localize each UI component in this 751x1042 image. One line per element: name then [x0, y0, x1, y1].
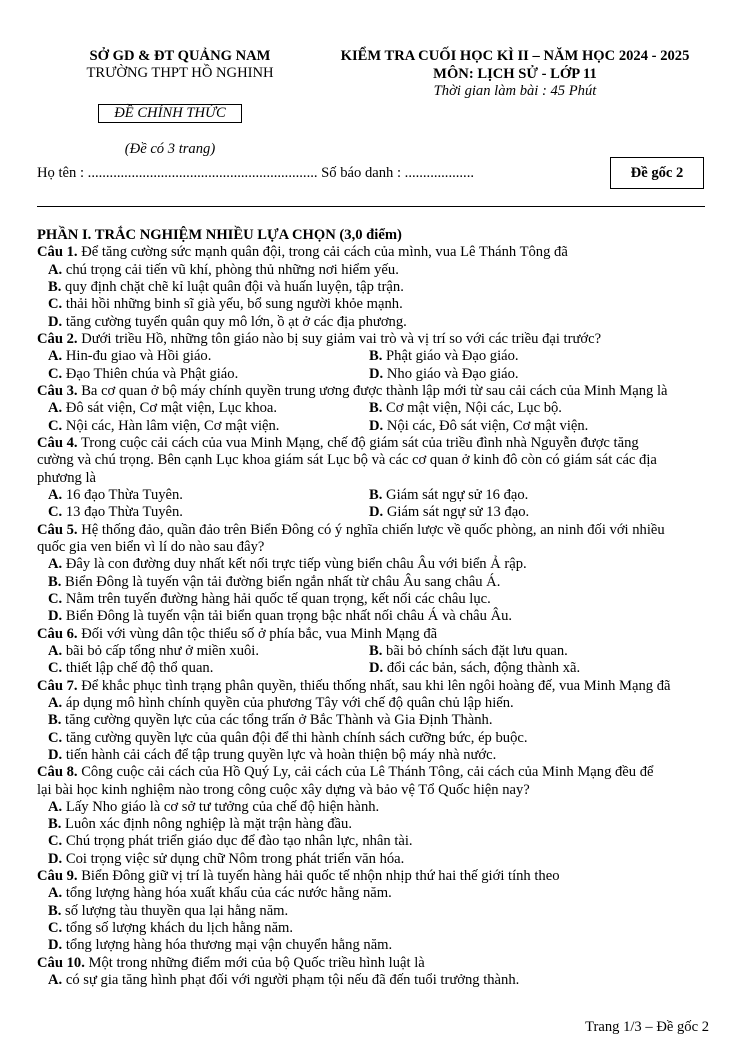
option-text: Đạo Thiên chúa và Phật giáo. — [65, 365, 239, 382]
question-number: Câu 9. — [37, 868, 78, 885]
option-letter: B. — [48, 573, 62, 590]
question-stem-line — [37, 522, 712, 539]
right-header — [300, 48, 730, 101]
answer-option — [48, 937, 392, 953]
option-text: Luôn xác định nông nghiệp là mặt trận hàng đầu. — [65, 816, 352, 833]
question-number: Câu 1. — [37, 244, 78, 261]
question-stem-text: cường và chú trọng. Bên cạnh Lục khoa giám sát Lục bộ và các cơ quan ở kinh đô còn có giám sát các địa — [37, 452, 657, 469]
page-footer: Trang 1/3 – Đề gốc 2 — [585, 1019, 709, 1035]
section-title: PHẦN I. TRẮC NGHIỆM NHIỀU LỰA CHỌN (3,0 điểm) — [37, 227, 402, 243]
option-text: Phật giáo và Đạo giáo. — [386, 348, 519, 365]
option-text: Giám sát ngự sử 13 đạo. — [386, 504, 530, 521]
answer-option — [48, 851, 404, 867]
option-letter: B. — [369, 642, 383, 659]
answer-option — [369, 418, 588, 435]
option-letter: D. — [369, 417, 384, 434]
option-letter: A. — [48, 556, 63, 573]
option-letter: D. — [48, 937, 63, 954]
answer-option — [48, 487, 183, 504]
option-letter: A. — [48, 642, 63, 659]
question-stem-line — [37, 470, 712, 487]
answer-option — [48, 903, 288, 919]
option-row — [37, 314, 712, 331]
option-row — [37, 487, 712, 504]
option-text: Nội các, Đô sát viện, Cơ mật viện. — [386, 417, 589, 434]
option-letter: C. — [48, 660, 63, 677]
answer-option — [48, 816, 352, 832]
answer-option — [48, 695, 514, 711]
option-letter: B. — [369, 400, 383, 417]
question-stem-text: Một trong những điểm mới của bộ Quốc triều hình luật là — [88, 954, 425, 971]
question-stem-text: Hệ thống đảo, quần đảo trên Biển Đông có ý nghĩa chiến lược về quốc phòng, an ninh đối với nhiều — [81, 521, 665, 538]
option-row — [37, 262, 712, 279]
official-label: ĐỀ CHÍNH THỨC — [98, 104, 242, 123]
question-stem-text: Biển Đông giữ vị trí là tuyến hàng hải quốc tế nhộn nhịp thứ hai thế giới tính theo — [81, 868, 560, 885]
option-letter: C. — [48, 417, 63, 434]
option-text: Đây là con đường duy nhất kết nối trực tiếp vùng biển châu Âu với biển Ả rập. — [65, 556, 527, 573]
option-row — [37, 296, 712, 313]
option-letter: D. — [369, 660, 384, 677]
option-letter: A. — [48, 400, 63, 417]
exam-code: Đề gốc 2 — [610, 157, 704, 189]
option-letter: B. — [48, 902, 62, 919]
option-letter: B. — [369, 348, 383, 365]
option-letter: C. — [48, 504, 63, 521]
option-letter: B. — [48, 278, 62, 295]
answer-option — [48, 799, 379, 815]
answer-option — [48, 591, 491, 607]
question-stem-line — [37, 435, 712, 452]
answer-option — [48, 348, 211, 365]
option-letter: D. — [48, 746, 63, 763]
question-stem-line — [37, 539, 712, 556]
option-row — [37, 747, 712, 764]
answer-option — [48, 556, 527, 572]
option-letter: A. — [48, 885, 63, 902]
question-number: Câu 4. — [37, 434, 78, 451]
question-stem-text: phương là — [37, 469, 96, 486]
option-letter: B. — [48, 712, 62, 729]
answer-option — [369, 504, 529, 521]
answer-option — [48, 712, 493, 728]
option-letter: D. — [369, 504, 384, 521]
option-text: Chú trọng phát triển giáo dục để đào tạo nhân lực, nhân tài. — [65, 833, 413, 850]
subject: MÔN: LỊCH SỬ - LỚP 11 — [433, 65, 597, 82]
question-stem-line — [37, 244, 712, 261]
question-stem-line — [37, 452, 712, 469]
option-text: thải hồi những binh sĩ già yếu, bổ sung người khỏe mạnh. — [65, 296, 403, 313]
answer-option — [48, 660, 213, 677]
option-text: tăng cường quyền lực của các tổng trấn ở Bắc Thành và Gia Định Thành. — [65, 712, 493, 729]
option-letter: D. — [369, 365, 384, 382]
question-number: Câu 3. — [37, 382, 78, 399]
divider — [37, 206, 705, 207]
option-letter: B. — [48, 816, 62, 833]
question-number: Câu 7. — [37, 677, 78, 694]
question-number: Câu 8. — [37, 764, 78, 781]
question-stem-text: quốc gia ven biển vì lí do nào sau đây? — [37, 538, 265, 555]
option-text: tổng số lượng khách du lịch hằng năm. — [65, 920, 294, 937]
exam-title: KIỂM TRA CUỐI HỌC KÌ II – NĂM HỌC 2024 - 2025 — [340, 48, 690, 64]
option-text: Giám sát ngự sử 16 đạo. — [386, 486, 529, 503]
question-stem-line — [37, 782, 712, 799]
option-row — [37, 816, 712, 833]
answer-option — [369, 487, 528, 504]
option-text: chú trọng cải tiến vũ khí, phòng thủ những nơi hiểm yếu. — [65, 261, 399, 278]
option-text: Coi trọng việc sử dụng chữ Nôm trong phát triển văn hóa. — [65, 850, 405, 867]
option-row — [37, 643, 712, 660]
question-stem-line — [37, 868, 712, 885]
option-text: đổi các bản, sách, động thành xã. — [386, 660, 581, 677]
answer-option — [48, 833, 413, 849]
option-letter: C. — [48, 833, 63, 850]
option-row — [37, 400, 712, 417]
option-text: số lượng tàu thuyền qua lại hằng năm. — [65, 902, 289, 919]
duration: Thời gian làm bài : 45 Phút — [433, 83, 597, 99]
question-stem-text: Để tăng cường sức mạnh quân đội, trong cải cách của mình, vua Lê Thánh Tông đã — [81, 244, 568, 261]
option-row — [37, 279, 712, 296]
left-header — [40, 48, 320, 82]
question — [37, 331, 712, 383]
option-text: 16 đạo Thừa Tuyên. — [65, 486, 183, 503]
option-text: Nằm trên tuyến đường hàng hải quốc tế quan trọng, kết nối các châu lục. — [65, 590, 491, 607]
question-stem-text: Trong cuộc cải cách của vua Minh Mạng, chế độ giám sát của triều đình nhà Nguyễn được tăng — [80, 434, 639, 451]
page-count-note: (Đề có 3 trang) — [124, 141, 216, 157]
option-text: Hin-đu giao và Hồi giáo. — [65, 348, 212, 365]
option-row — [37, 937, 712, 954]
option-row — [37, 608, 712, 625]
answer-option — [48, 504, 183, 521]
option-text: thiết lập chế độ thổ quan. — [65, 660, 214, 677]
option-row — [37, 660, 712, 677]
question-stem-line — [37, 383, 712, 400]
answer-option — [48, 747, 496, 763]
question-stem-line — [37, 764, 712, 781]
option-row — [37, 695, 712, 712]
answer-option — [48, 366, 238, 383]
question — [37, 626, 712, 678]
option-row — [37, 504, 712, 521]
option-row — [37, 418, 712, 435]
option-row — [37, 903, 712, 920]
option-letter: A. — [48, 972, 63, 989]
question-number: Câu 2. — [37, 330, 78, 347]
option-letter: A. — [48, 694, 63, 711]
question — [37, 678, 712, 765]
answer-option — [48, 608, 512, 624]
question-list — [37, 244, 712, 989]
option-text: áp dụng mô hình chính quyền của phương Tây với chế độ quân chủ lập hiến. — [65, 694, 514, 711]
option-text: quy định chặt chẽ kỉ luật quân đội và huấn luyện, tập trận. — [65, 278, 404, 295]
option-row — [37, 885, 712, 902]
option-text: Lấy Nho giáo là cơ sở tư tưởng của chế độ hiện hành. — [65, 798, 380, 815]
answer-option — [369, 660, 580, 677]
question-number: Câu 6. — [37, 625, 78, 642]
option-letter: C. — [48, 590, 63, 607]
option-row — [37, 591, 712, 608]
answer-option — [48, 643, 259, 660]
option-letter: D. — [48, 608, 63, 625]
answer-option — [369, 643, 568, 660]
option-letter: C. — [48, 296, 63, 313]
option-row — [37, 348, 712, 365]
option-letter: B. — [369, 486, 383, 503]
question-stem-line — [37, 955, 712, 972]
option-row — [37, 574, 712, 591]
question-number: Câu 5. — [37, 521, 78, 538]
option-letter: D. — [48, 313, 63, 330]
question-stem-text: Đối với vùng dân tộc thiểu số ở phía bắc, vua Minh Mạng đã — [81, 625, 438, 642]
question — [37, 383, 712, 435]
option-letter: C. — [48, 365, 63, 382]
option-text: tăng cường quyền lực của quân đội để thi hành chính sách cưỡng bức, ép buộc. — [65, 729, 528, 746]
question-number: Câu 10. — [37, 954, 85, 971]
option-row — [37, 712, 712, 729]
option-row — [37, 366, 712, 383]
option-text: Cơ mật viện, Nội các, Lục bộ. — [386, 400, 562, 417]
question-stem-text: Ba cơ quan ở bộ máy chính quyền trung ương được thành lập mới từ sau cải cách của Minh Mạng là — [81, 382, 668, 399]
answer-option — [48, 418, 279, 435]
option-row — [37, 730, 712, 747]
question — [37, 522, 712, 626]
option-row — [37, 851, 712, 868]
answer-option — [48, 920, 293, 936]
question — [37, 868, 712, 955]
option-text: tăng cường tuyển quân quy mô lớn, ồ ạt ở các địa phương. — [65, 313, 407, 330]
question-stem-line — [37, 626, 712, 643]
option-letter: A. — [48, 486, 63, 503]
question-stem-text: Để khắc phục tình trạng phân quyền, thiếu thống nhất, sau khi lên ngôi hoàng đế, vua Minh Mạng đã — [81, 677, 671, 694]
option-letter: A. — [48, 798, 63, 815]
question-stem-line — [37, 678, 712, 695]
option-row — [37, 556, 712, 573]
answer-option — [48, 279, 404, 295]
answer-option — [369, 348, 519, 365]
school-name: TRƯỜNG THPT HỒ NGHINH — [86, 65, 274, 81]
question-stem-text: Dưới triều Hồ, những tôn giáo nào bị suy giảm vai trò và vị trí so với các triều đại trước? — [81, 330, 602, 347]
option-text: tổng lượng hàng hóa xuất khẩu của các nước hằng năm. — [65, 885, 392, 902]
answer-option — [48, 885, 392, 901]
option-letter: C. — [48, 729, 63, 746]
option-text: có sự gia tăng hình phạt đối với người phạm tội nếu đã đến tuổi trưởng thành. — [65, 972, 520, 989]
option-text: Nho giáo và Đạo giáo. — [386, 365, 519, 382]
option-text: Biển Đông là tuyến vận tải đường biển ngắn nhất từ châu Âu sang châu Á. — [65, 573, 501, 590]
answer-option — [48, 574, 500, 590]
answer-option — [369, 366, 519, 383]
department-name: SỞ GD & ĐT QUẢNG NAM — [89, 48, 271, 64]
option-letter: D. — [48, 850, 63, 867]
answer-option — [48, 314, 407, 330]
option-text: bãi bỏ chính sách đặt lưu quan. — [386, 642, 568, 659]
answer-option — [48, 972, 519, 988]
option-text: tổng lượng hàng hóa thương mại vận chuyển hằng năm. — [65, 937, 393, 954]
option-letter: C. — [48, 920, 63, 937]
option-text: Nội các, Hàn lâm viện, Cơ mật viện. — [65, 417, 280, 434]
option-text: Biển Đông là tuyến vận tải biển quan trọng bậc nhất nối châu Á và châu Âu. — [65, 608, 513, 625]
option-row — [37, 833, 712, 850]
answer-option — [48, 296, 403, 312]
answer-option — [48, 400, 277, 417]
name-field: Họ tên : ............................................................... Số báo danh : ................... — [37, 165, 474, 181]
question-stem-text: Công cuộc cải cách của Hồ Quý Ly, cải cách của Lê Thánh Tông, cải cách của Minh Mạng đều để — [81, 764, 654, 781]
question — [37, 244, 712, 331]
question — [37, 764, 712, 868]
option-text: 13 đạo Thừa Tuyên. — [65, 504, 183, 521]
option-letter: A. — [48, 261, 63, 278]
question — [37, 435, 712, 522]
question-stem-line — [37, 331, 712, 348]
option-row — [37, 920, 712, 937]
answer-option — [48, 730, 528, 746]
option-row — [37, 799, 712, 816]
exam-body — [37, 227, 712, 989]
answer-option — [48, 262, 399, 278]
option-text: bãi bỏ cấp tổng như ở miền xuôi. — [65, 642, 260, 659]
option-row — [37, 972, 712, 989]
question — [37, 955, 712, 990]
option-text: Đô sát viện, Cơ mật viện, Lục khoa. — [65, 400, 278, 417]
answer-option — [369, 400, 562, 417]
option-text: tiến hành cải cách để tập trung quyền lực và hoàn thiện bộ máy nhà nước. — [65, 746, 497, 763]
option-letter: A. — [48, 348, 63, 365]
question-stem-text: lại bài học kinh nghiệm nào trong công cuộc xây dựng và bảo vệ Tổ Quốc hiện nay? — [37, 781, 530, 798]
